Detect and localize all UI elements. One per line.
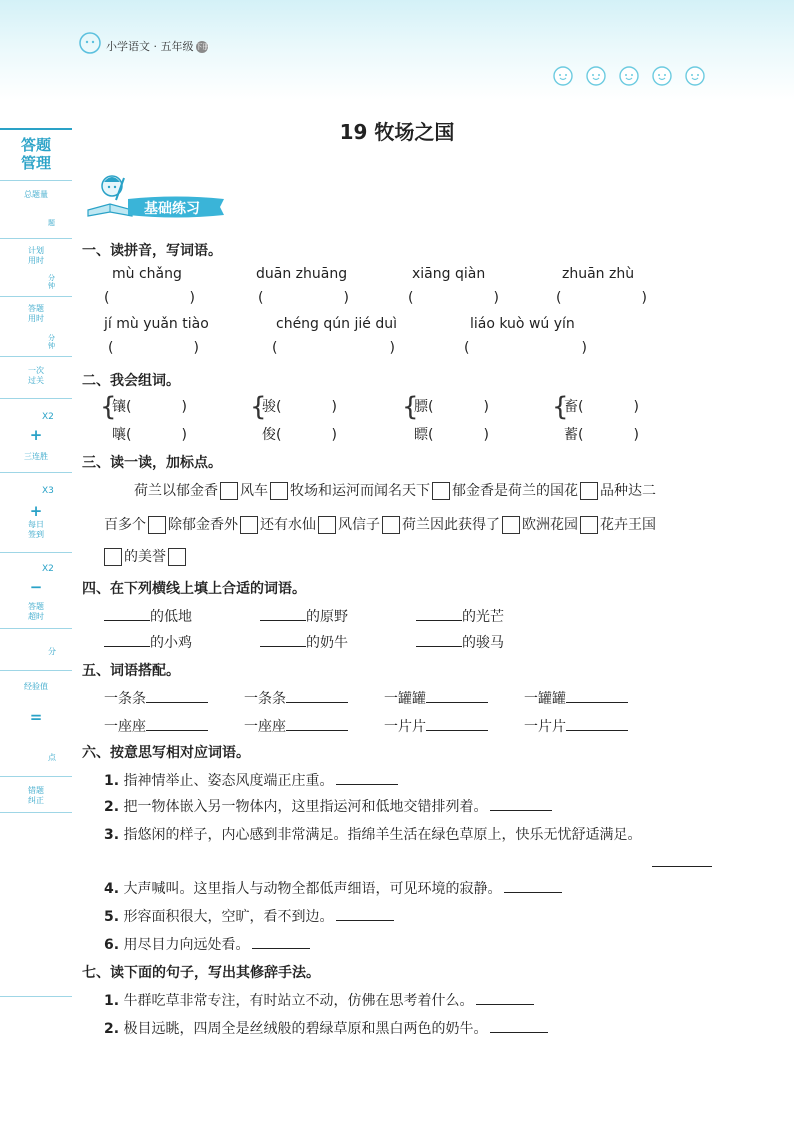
punctuation-box[interactable]	[240, 516, 258, 534]
definition-item[interactable]: 4. 大声喊叫。这里指人与动物全都低声细语，可见环境的寂静。	[104, 878, 562, 898]
punctuation-box[interactable]	[318, 516, 336, 534]
word-item[interactable]: 蓄( )	[564, 427, 639, 443]
sidebar-item-three-wins: 三连胜	[24, 452, 48, 461]
answer-paren[interactable]: ( )	[104, 290, 195, 306]
answer-paren[interactable]: ( )	[258, 290, 349, 306]
header-subtitle: 小学语文 · 五年级 下册	[106, 40, 210, 53]
match-item[interactable]: 一片片	[524, 716, 628, 736]
punctuation-box[interactable]	[580, 516, 598, 534]
sidebar-operator: +	[29, 502, 43, 520]
sidebar-unit: 分 钟	[48, 274, 55, 290]
definition-item[interactable]: 1. 指神情举止、姿态风度端正庄重。	[104, 770, 398, 790]
section-4-heading: 四、在下列横线上填上合适的词语。	[82, 581, 306, 597]
match-item[interactable]: 一罐罐	[384, 688, 488, 708]
fill-item[interactable]: 的小鸡	[104, 632, 192, 652]
match-item[interactable]: 一座座	[244, 716, 348, 736]
sidebar-item-overtime: 答题 超时	[28, 602, 44, 621]
brace: {	[402, 392, 419, 422]
pinyin: jí mù yuǎn tiào	[104, 316, 209, 332]
sidebar-unit: 题	[48, 219, 55, 227]
sidebar-item-answer-time: 答题 用时	[28, 304, 44, 323]
rhetoric-item[interactable]: 2. 极目远眺，四周全是丝绒般的碧绿草原和黑白两色的奶牛。	[104, 1018, 548, 1038]
brace: {	[100, 392, 117, 422]
brace: {	[552, 392, 569, 422]
sidebar-multiplier: X2	[42, 564, 54, 574]
match-item[interactable]: 一条条	[244, 688, 348, 708]
section-7-heading: 七、读下面的句子，写出其修辞手法。	[82, 965, 320, 981]
section-1-heading: 一、读拼音，写词语。	[82, 243, 222, 259]
punctuation-box[interactable]	[382, 516, 400, 534]
sidebar-title: 答题 管理	[20, 136, 51, 172]
punctuation-line-2: 百多个 除郁金香外 还有水仙 风信子 荷兰因此获得了 欧洲花园 花卉王国	[104, 517, 656, 533]
punctuation-box[interactable]	[168, 548, 186, 566]
banner-label: 基础练习	[144, 201, 200, 217]
lesson-title: 19 牧场之国	[339, 120, 455, 144]
section-2-heading: 二、我会组词。	[82, 373, 180, 389]
fill-item[interactable]: 的原野	[260, 606, 348, 626]
answer-paren[interactable]: ( )	[272, 340, 395, 356]
word-item[interactable]: 俊( )	[262, 427, 337, 443]
brace: {	[250, 392, 267, 422]
smiley-face-icon	[552, 64, 574, 86]
sidebar-multiplier: X3	[42, 486, 54, 496]
match-item[interactable]: 一罐罐	[524, 688, 628, 708]
section-3-heading: 三、读一读，加标点。	[82, 455, 222, 471]
punctuation-box[interactable]	[580, 482, 598, 500]
fill-item[interactable]: 的低地	[104, 606, 192, 626]
sidebar-operator: −	[29, 578, 43, 596]
answer-paren[interactable]: ( )	[108, 340, 199, 356]
sidebar-unit: 分 钟	[48, 334, 55, 350]
punctuation-box[interactable]	[270, 482, 288, 500]
answer-line[interactable]	[652, 852, 712, 867]
answer-paren[interactable]: ( )	[408, 290, 499, 306]
smiley-face-icon	[618, 64, 640, 86]
pinyin: xiāng qiàn	[412, 266, 486, 282]
sidebar-item-total: 总题量	[24, 190, 48, 199]
volume-badge: 下册	[195, 43, 210, 51]
sidebar-unit: 分	[48, 647, 56, 656]
punctuation-line-3: 的美誉	[104, 546, 188, 566]
rhetoric-item[interactable]: 1. 牛群吃草非常专注，有时站立不动，仿佛在思考着什么。	[104, 990, 534, 1010]
smiley-face-icon	[651, 64, 673, 86]
match-item[interactable]: 一座座	[104, 716, 208, 736]
word-item[interactable]: 镶( )	[112, 399, 187, 415]
answer-paren[interactable]: ( )	[556, 290, 647, 306]
pinyin: mù chǎng	[112, 266, 182, 282]
definition-item[interactable]: 6. 用尽目力向远处看。	[104, 934, 310, 954]
smiley-face-icon	[585, 64, 607, 86]
fill-item[interactable]: 的骏马	[416, 632, 504, 652]
word-item[interactable]: 嚷( )	[112, 427, 187, 443]
pinyin: zhuān zhù	[562, 266, 635, 282]
sidebar-item-first-pass: 一次 过关	[28, 366, 44, 385]
sidebar-operator: =	[29, 708, 43, 726]
smiley-face-icon	[684, 64, 706, 86]
logo-icon	[78, 32, 102, 54]
punctuation-box[interactable]	[220, 482, 238, 500]
section-5-heading: 五、词语搭配。	[82, 663, 180, 679]
sidebar-item-planned-time: 计划 用时	[28, 246, 44, 265]
word-item[interactable]: 畜( )	[564, 399, 639, 415]
sidebar-item-daily-checkin: 每日 签到	[28, 520, 44, 539]
fill-item[interactable]: 的光芒	[416, 606, 504, 626]
word-item[interactable]: 膘( )	[414, 399, 489, 415]
pinyin: liáo kuò wú yín	[470, 316, 575, 332]
punctuation-box[interactable]	[502, 516, 520, 534]
punctuation-box[interactable]	[432, 482, 450, 500]
word-item[interactable]: 骏( )	[262, 399, 337, 415]
definition-item[interactable]: 2. 把一物体嵌入另一物体内，这里指运河和低地交错排列着。	[104, 796, 552, 816]
sidebar-item-experience: 经验值	[24, 682, 48, 691]
fill-item[interactable]: 的奶牛	[260, 632, 348, 652]
pinyin: chéng qún jié duì	[276, 316, 397, 332]
match-item[interactable]: 一条条	[104, 688, 208, 708]
sidebar-operator: +	[29, 426, 43, 444]
sidebar-item-error-correction: 错题 纠正	[28, 786, 44, 805]
smiley-row	[552, 64, 722, 88]
punctuation-box[interactable]	[148, 516, 166, 534]
definition-item[interactable]: 5. 形容面积很大，空旷，看不到边。	[104, 906, 394, 926]
sidebar-unit: 点	[48, 753, 56, 762]
section-6-heading: 六、按意思写相对应词语。	[82, 745, 250, 761]
punctuation-line-1: 荷兰以郁金香 风车 牧场和运河而闻名天下 郁金香是荷兰的国花 品种达二	[134, 483, 656, 499]
sidebar-multiplier: X2	[42, 412, 54, 422]
word-item[interactable]: 瞟( )	[414, 427, 489, 443]
pinyin: duān zhuāng	[256, 266, 348, 282]
punctuation-box[interactable]	[104, 548, 122, 566]
definition-item: 3. 指悠闲的样子，内心感到非常满足。指绵羊生活在绿色草原上，快乐无忧舒适满足。	[104, 827, 642, 843]
match-item[interactable]: 一片片	[384, 716, 488, 736]
answer-paren[interactable]: ( )	[464, 340, 587, 356]
